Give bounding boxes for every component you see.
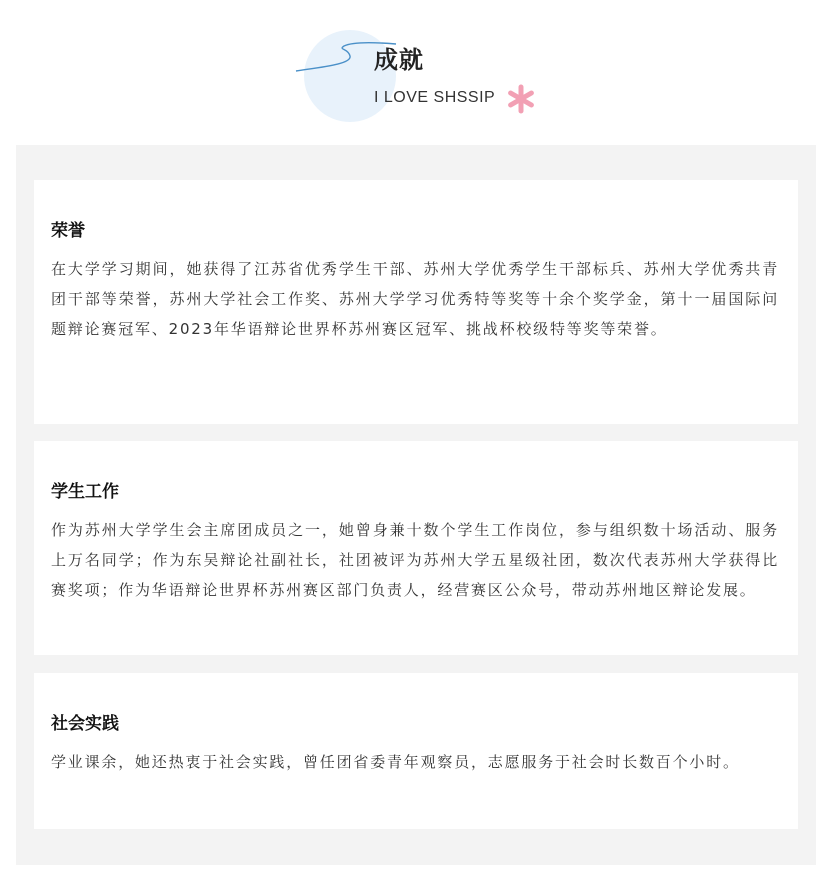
section-card-student-work [34, 441, 798, 655]
card-heading: 学生工作 [51, 482, 119, 502]
card-body: 在大学学习期间，她获得了江苏省优秀学生干部、苏州大学优秀学生干部标兵、苏州大学优秀共青团干部等荣誉，苏州大学社会工作奖、苏州大学学习优秀特等奖等十余个奖学金，第十一届国际问题辩论赛冠军、2023年华语辩论世界杯苏州赛区冠军、挑战杯校级特等奖等荣誉。 [51, 260, 779, 338]
pink-asterisk-icon [506, 84, 536, 114]
section-header [0, 0, 820, 140]
card-heading: 荣誉 [51, 221, 85, 241]
section-title: 成就 [374, 46, 424, 74]
section-card-social-practice [34, 673, 798, 829]
section-card-honors [34, 180, 798, 424]
section-subtitle: I LOVE SHSSIP [374, 89, 496, 106]
card-heading: 社会实践 [51, 714, 119, 734]
card-body: 作为苏州大学学生会主席团成员之一，她曾身兼十数个学生工作岗位，参与组织数十场活动、服务上万名同学；作为东吴辩论社副社长，社团被评为苏州大学五星级社团，数次代表苏州大学获得比赛奖项；作为华语辩论世界杯苏州赛区部门负责人，经营赛区公众号，带动苏州地区辩论发展。 [51, 521, 779, 599]
card-body: 学业课余，她还热衷于社会实践，曾任团省委青年观察员，志愿服务于社会时长数百个小时。 [51, 753, 740, 771]
